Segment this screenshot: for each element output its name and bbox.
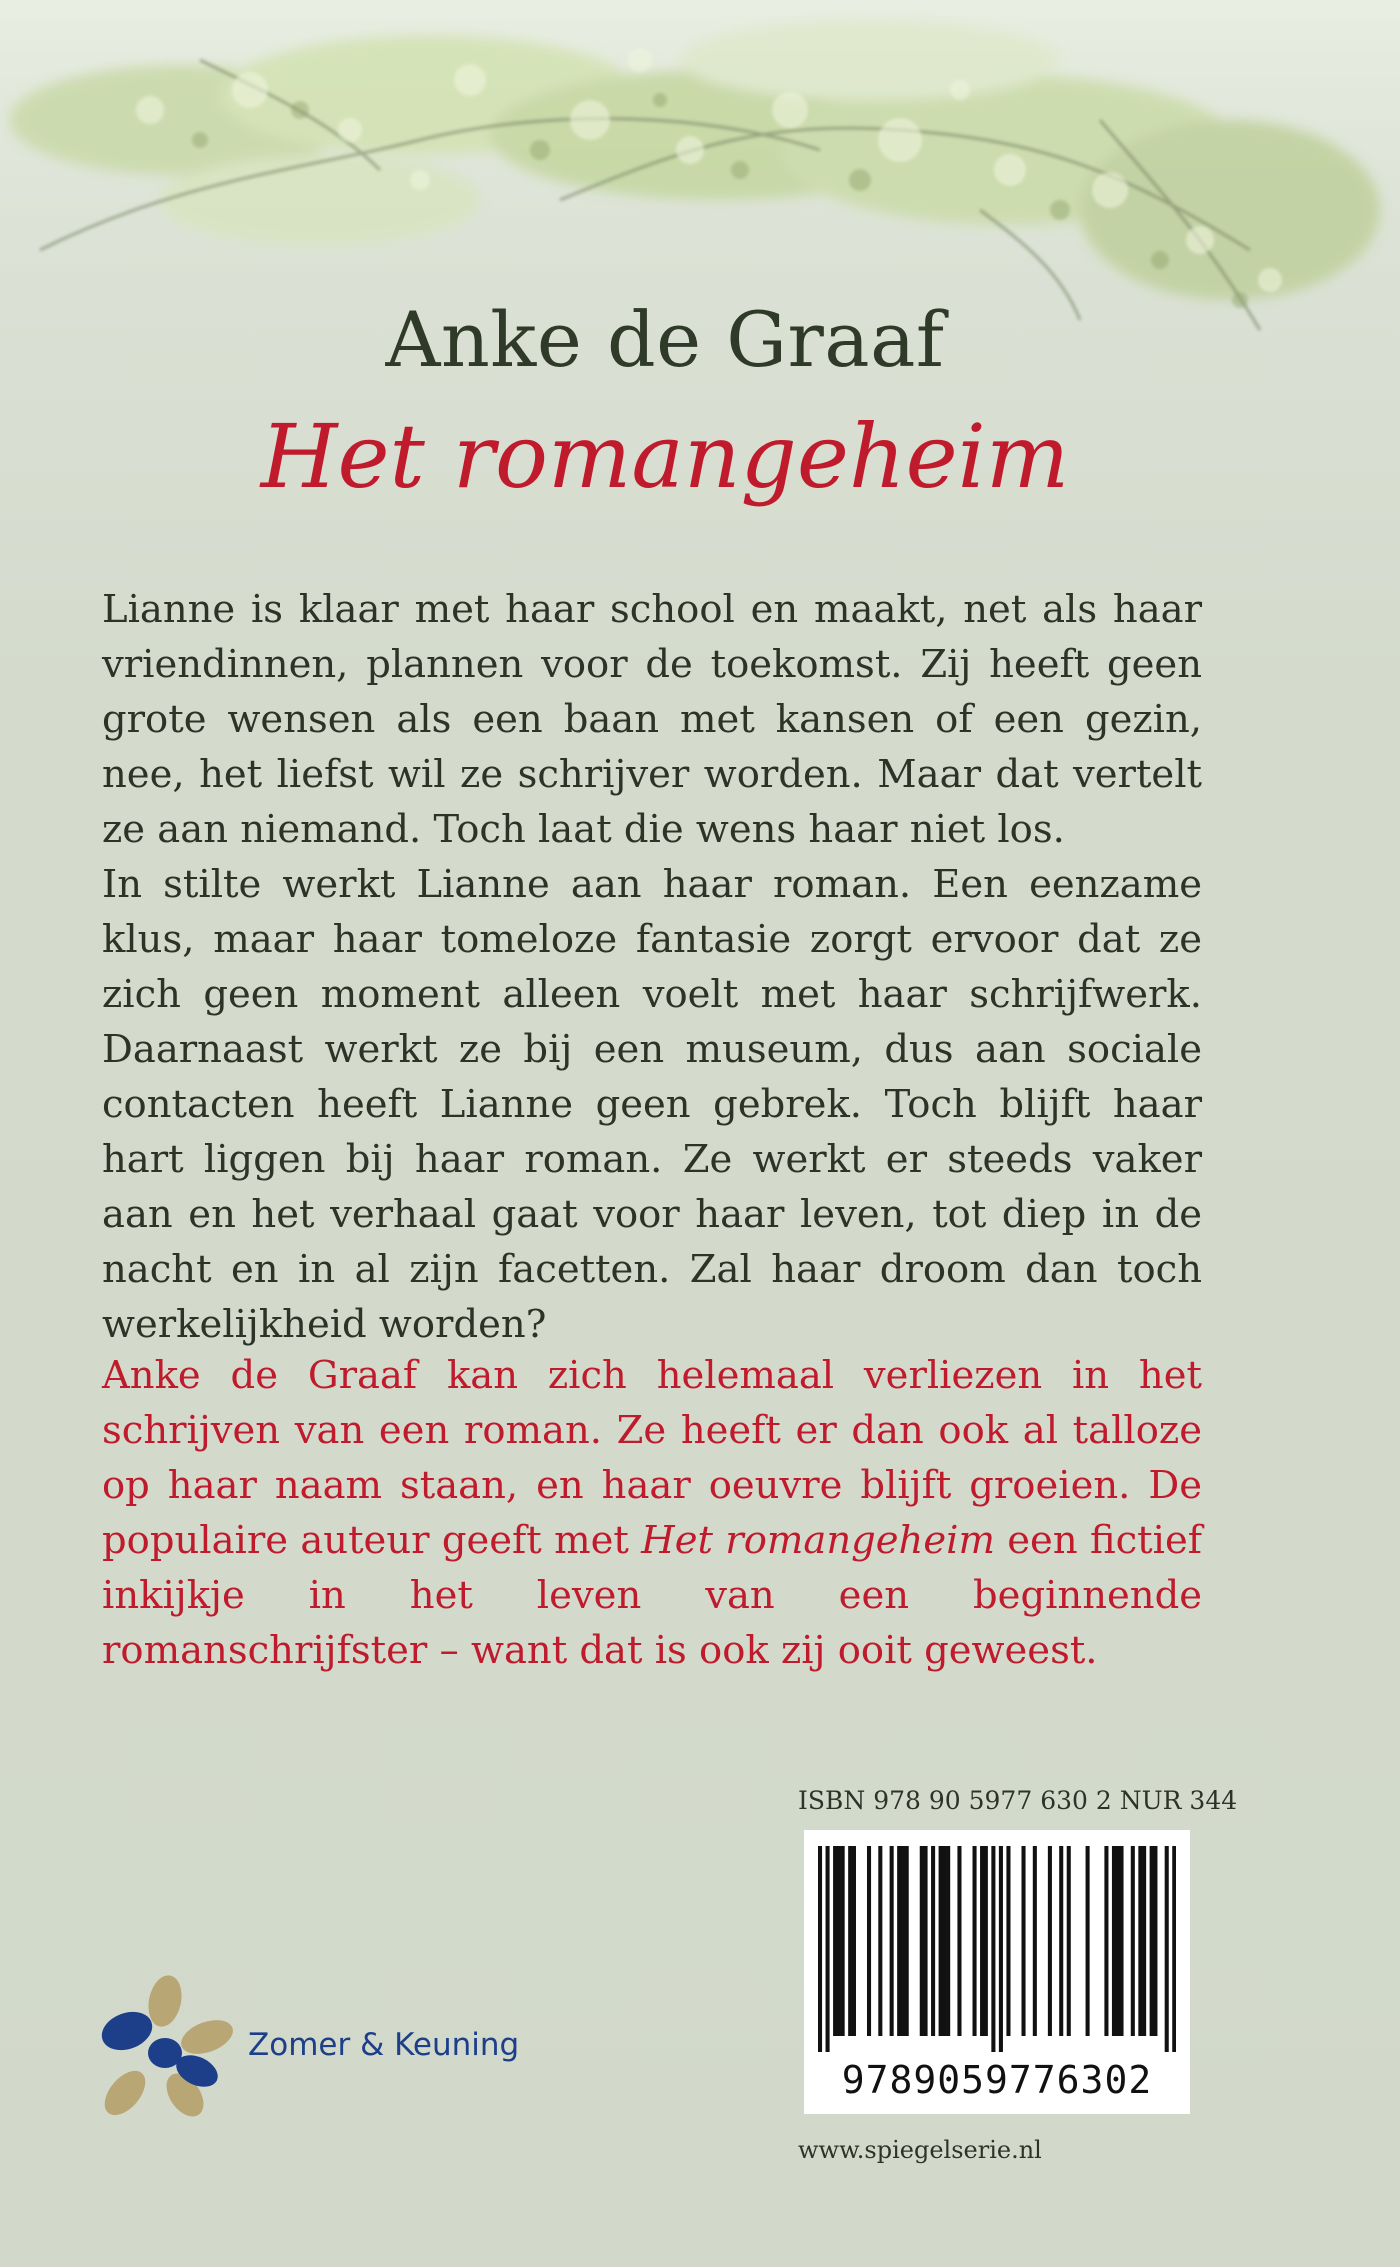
book-title: Het romangeheim <box>260 405 1070 508</box>
author-name: Anke de Graaf <box>385 295 945 384</box>
blurb-paragraph: Lianne is klaar met haar school en maakt, net als haar vriendinnen, plannen voor de toekomst. Zij heeft geen grote wensen als een baan met kansen of een gezin, nee, het liefst wil ze schrijver worden. Maar dat vertelt ze aan niemand. Toch laat die wens haar niet los. <box>102 587 1202 852</box>
barcode-bar <box>939 1846 943 2036</box>
barcode-bar <box>1048 1846 1052 2036</box>
barcode-bar <box>1086 1846 1090 2036</box>
barcode-bar <box>1165 1846 1169 2052</box>
barcode-bar <box>818 1846 822 2052</box>
barcode <box>804 1830 1190 2114</box>
barcode-bar <box>991 1846 995 2052</box>
about-author-book-title: Het romangeheim <box>641 1518 995 1563</box>
barcode-bar <box>1119 1846 1123 2036</box>
barcode-bar <box>1142 1846 1146 2036</box>
barcode-bar <box>942 1846 946 2036</box>
barcode-bar <box>1067 1846 1071 2036</box>
barcode-bar <box>920 1846 924 2036</box>
barcode-bar <box>1153 1846 1157 2036</box>
barcode-bar <box>1006 1846 1010 2036</box>
barcode-bar <box>1172 1846 1176 2052</box>
barcode-digits: 9789059776302 <box>841 2058 1153 2102</box>
barcode-bar <box>867 1846 871 2036</box>
barcode-bar <box>852 1846 856 2036</box>
barcode-bar <box>890 1846 894 2036</box>
barcode-bar <box>973 1846 977 2036</box>
barcode-bar <box>837 1846 841 2036</box>
barcode-bar <box>901 1846 905 2036</box>
barcode-bar <box>931 1846 935 2036</box>
blurb-paragraph: In stilte werkt Lianne aan haar roman. Een eenzame klus, maar haar tomeloze fantasie zorgt ervoor dat ze zich geen moment alleen voelt met haar schrijfwerk. Daarnaast werkt ze bij een museum, dus aan sociale contacten heeft Lianne geen gebrek. Toch blijft haar hart liggen bij haar roman. Ze werkt er steeds vaker aan en het verhaal gaat voor haar leven, tot diep in de nacht en in al zijn facetten. Zal haar droom dan toch werkelijkheid worden? <box>102 862 1202 1347</box>
barcode-bar <box>946 1846 950 2036</box>
barcode-bar <box>905 1846 909 2036</box>
about-author-text: een fictief inkijkje in het leven van een beginnende romanschrijfster – want dat is ook zij ooit geweest. <box>102 1518 1202 1673</box>
barcode-bar <box>957 1846 961 2036</box>
barcode-bar <box>1131 1846 1135 2036</box>
barcode-bar <box>1021 1846 1025 2036</box>
barcode-bars <box>818 1846 1176 2052</box>
barcode-bar <box>841 1846 845 2036</box>
barcode-bar <box>897 1846 901 2036</box>
barcode-bar <box>1112 1846 1116 2036</box>
isbn-nur-line: ISBN 978 90 5977 630 2 NUR 344 <box>798 1786 1238 1815</box>
website-url: www.spiegelserie.nl <box>798 2136 1042 2164</box>
barcode-bar <box>1150 1846 1154 2036</box>
barcode-bar <box>1104 1846 1108 2036</box>
barcode-bar <box>999 1846 1003 2052</box>
barcode-bar <box>1059 1846 1063 2036</box>
publisher-name: Zomer & Keuning <box>248 2027 520 2063</box>
about-author <box>102 1348 1202 1678</box>
flower-logo-icon <box>95 1975 235 2125</box>
blurb <box>102 582 1202 1352</box>
barcode-bar <box>848 1846 852 2036</box>
barcode-bar <box>1116 1846 1120 2036</box>
publisher-logo <box>95 1975 535 2125</box>
barcode-bar <box>1033 1846 1037 2036</box>
barcode-bar <box>984 1846 988 2036</box>
about-author-text: Anke de Graaf kan zich helemaal verliezen in het schrijven van een roman. Ze heeft er dan ook al talloze op haar naam staan, en haar oeuvre blijft groeien. De populaire auteur geeft met <box>102 1353 1202 1563</box>
barcode-bar <box>878 1846 882 2036</box>
barcode-bar <box>980 1846 984 2036</box>
barcode-bar <box>826 1846 830 2052</box>
barcode-bar <box>1138 1846 1142 2036</box>
barcode-bar <box>924 1846 928 2036</box>
barcode-bar <box>833 1846 837 2036</box>
